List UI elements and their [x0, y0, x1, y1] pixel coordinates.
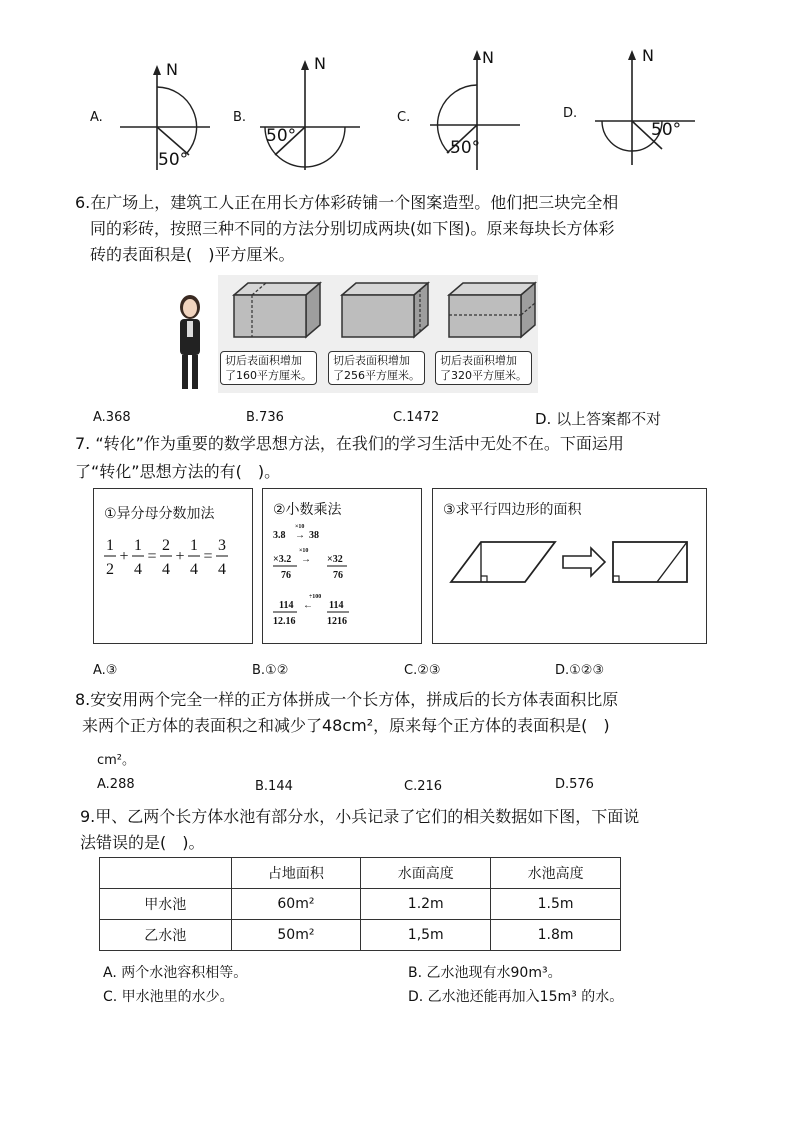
- q6-bubble-2-line1: 切后表面积增加: [333, 354, 410, 367]
- q6-illustration: [160, 275, 540, 395]
- frac-h: 4: [190, 561, 198, 578]
- q8-option-d[interactable]: D.576: [555, 777, 594, 792]
- q6-bubble-1: [220, 351, 317, 385]
- mult-res-right: 1216: [327, 616, 347, 627]
- mult-x10a: ×10: [295, 524, 305, 530]
- frac-j: 4: [218, 561, 226, 578]
- teacher-figure-icon: [168, 293, 213, 393]
- svg-text:=: =: [147, 548, 157, 565]
- table-row: [100, 920, 621, 951]
- svg-text:=: =: [203, 548, 213, 565]
- q7-option-c[interactable]: C.②③: [404, 663, 441, 678]
- q7-stem-line1: 7. “转化”作为重要的数学思想方法，在我们的学习生活中无处不在。下面运用: [75, 434, 624, 453]
- frac-g: 1: [190, 537, 198, 554]
- frac-f: 4: [162, 561, 170, 578]
- q9-option-d[interactable]: D. 乙水池还能再加入15m³ 的水。: [408, 989, 624, 1005]
- q5-option-d-north: N: [642, 46, 654, 65]
- q7-box1-title: ①异分母分数加法: [104, 506, 215, 522]
- mult-mid-left: ×3.2: [273, 554, 292, 565]
- svg-text:+: +: [119, 548, 129, 565]
- mult-mid-right: ×32: [327, 554, 343, 565]
- q6-bubble-3-line2: 了320平方厘米。: [440, 369, 527, 382]
- frac-c: 1: [134, 537, 142, 554]
- q5-option-a-north: N: [166, 60, 178, 79]
- q7-option-b[interactable]: B.①②: [252, 663, 289, 678]
- q5-options: [0, 0, 793, 180]
- frac-b: 2: [106, 561, 114, 578]
- q7-stem-line2: 了“转化”思想方法的有( )。: [75, 462, 281, 481]
- q6-bubble-1-line2: 了160平方厘米。: [225, 369, 312, 382]
- q7-box-decimal-multiplication: [262, 488, 422, 644]
- q5-option-d-letter[interactable]: D.: [563, 106, 578, 121]
- q6-option-c[interactable]: C.1472: [393, 410, 440, 425]
- mult-d100: ÷100: [309, 594, 322, 600]
- table-cell: 50m²: [231, 920, 361, 951]
- q5-option-b-angle: 50°: [266, 126, 297, 146]
- q6-bubble-2: [328, 351, 425, 385]
- table-header-empty: [100, 858, 232, 889]
- q6-option-a[interactable]: A.368: [93, 410, 131, 425]
- q8-option-c[interactable]: C.216: [404, 779, 443, 794]
- svg-text:→: →: [301, 554, 311, 565]
- q5-option-c-angle: 50°: [450, 138, 481, 158]
- q7-box3-title: ③求平行四边形的面积: [443, 502, 582, 518]
- q8-option-b[interactable]: B.144: [255, 779, 293, 794]
- q6-stem-line1: 6.在广场上，建筑工人正在用长方体彩砖铺一个图案造型。他们把三块完全相: [75, 193, 619, 212]
- q7-box-parallelogram-area: [432, 488, 707, 644]
- table-cell: 60m²: [231, 889, 361, 920]
- table-header-row: [100, 858, 621, 889]
- frac-d: 4: [134, 561, 142, 578]
- table-header-area: 占地面积: [231, 858, 361, 889]
- q5-option-b-letter[interactable]: B.: [233, 110, 247, 125]
- q5-option-d-angle: 50°: [651, 120, 682, 140]
- svg-text:+: +: [175, 548, 185, 565]
- mult-low-left: 114: [279, 600, 294, 611]
- q5-option-b-compass: [255, 55, 365, 175]
- q9-data-table: [99, 857, 621, 951]
- q7-box-fraction-addition: [93, 488, 253, 644]
- q5-option-b-north: N: [314, 54, 326, 73]
- q7-option-d[interactable]: D.①②③: [555, 663, 605, 678]
- q9-option-c[interactable]: C. 甲水池里的水少。: [103, 989, 234, 1005]
- q6-option-b[interactable]: B.736: [246, 410, 284, 425]
- q6-bubble-3-line1: 切后表面积增加: [440, 354, 517, 367]
- q6-brick-1: [230, 279, 325, 341]
- svg-text:→: →: [295, 530, 305, 541]
- q5-option-c-north: N: [482, 48, 494, 67]
- q6-stem-line3: 砖的表面积是( )平方厘米。: [90, 245, 295, 264]
- table-header-pool-height: 水池高度: [491, 858, 621, 889]
- q5-option-a-angle: 50°: [158, 150, 189, 170]
- mult-top-right: 38: [309, 530, 319, 541]
- q8-stem-line1: 8.安安用两个完全一样的正方体拼成一个长方体，拼成后的长方体表面积比原: [75, 690, 619, 709]
- mult-res-left: 12.16: [273, 616, 296, 627]
- q7-fraction-equation: [102, 534, 242, 584]
- q6-brick-3: [445, 279, 540, 341]
- frac-i: 3: [218, 537, 226, 554]
- q6-brick-2: [338, 279, 433, 341]
- table-cell: 乙水池: [100, 920, 232, 951]
- q6-bubble-3: [435, 351, 532, 385]
- q6-stem-line2: 同的彩砖，按照三种不同的方法分别切成两块(如下图)。原来每块长方体彩: [90, 219, 615, 238]
- q5-option-a-letter[interactable]: A.: [90, 110, 103, 125]
- mult-r1-left: 76: [281, 570, 291, 581]
- table-cell: 1,5m: [361, 920, 491, 951]
- svg-text:←: ←: [303, 600, 313, 611]
- q8-stem-line2: 来两个正方体的表面积之和减少了48cm²，原来每个正方体的表面积是( ): [82, 716, 610, 735]
- mult-r1-right: 76: [333, 570, 343, 581]
- q6-bubble-1-line1: 切后表面积增加: [225, 354, 302, 367]
- table-row: [100, 889, 621, 920]
- q9-option-a[interactable]: A. 两个水池容积相等。: [103, 965, 248, 981]
- mult-top-left: 3.8: [273, 530, 286, 541]
- q9-stem-line2: 法错误的是( )。: [80, 833, 205, 852]
- mult-x10b: ×10: [299, 548, 309, 554]
- table-cell: 1.2m: [361, 889, 491, 920]
- q9-stem-line1: 9.甲、乙两个长方体水池有部分水，小兵记录了它们的相关数据如下图，下面说: [80, 807, 640, 826]
- q6-option-d[interactable]: D. 以上答案都不对: [535, 410, 662, 428]
- q7-box2-title: ②小数乘法: [273, 502, 342, 518]
- q7-parallelogram-to-rectangle: [443, 534, 703, 594]
- table-header-water-level: 水面高度: [361, 858, 491, 889]
- q7-multiplication-work: [271, 521, 381, 636]
- mult-low-right: 114: [329, 600, 344, 611]
- q9-option-b[interactable]: B. 乙水池现有水90m³。: [408, 965, 562, 981]
- table-cell: 1.8m: [491, 920, 621, 951]
- q7-option-a[interactable]: A.③: [93, 663, 118, 678]
- q5-option-c-letter[interactable]: C.: [397, 110, 411, 125]
- q6-bubble-2-line2: 了256平方厘米。: [333, 369, 420, 382]
- table-cell: 1.5m: [491, 889, 621, 920]
- q8-option-a[interactable]: A.288: [97, 777, 135, 792]
- frac-a: 1: [106, 537, 114, 554]
- table-cell: 甲水池: [100, 889, 232, 920]
- frac-e: 2: [162, 537, 170, 554]
- q8-stem-line3: cm²。: [97, 753, 136, 768]
